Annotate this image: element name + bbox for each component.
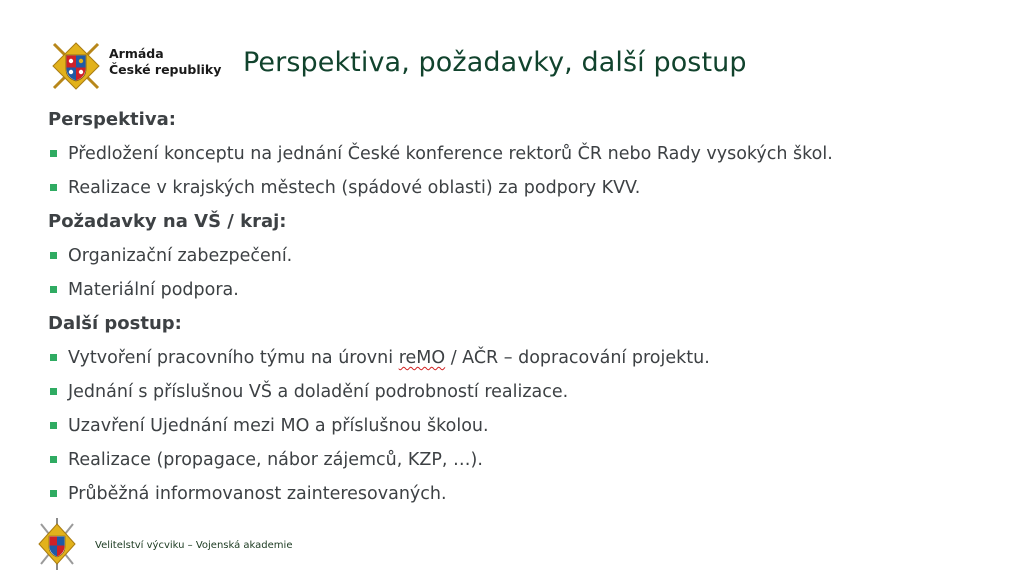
bullet-text: Organizační zabezpečení. bbox=[68, 246, 293, 266]
bullet-item bbox=[48, 239, 998, 273]
bullet-text bbox=[68, 348, 710, 368]
slide-title: Perspektiva, požadavky, další postup bbox=[243, 47, 747, 78]
section-heading-pozadavky: Požadavky na VŠ / kraj: bbox=[48, 211, 287, 232]
bullet-square-icon bbox=[50, 286, 57, 293]
bullet-text: Uzavření Ujednání mezi MO a příslušnou školou. bbox=[68, 416, 489, 436]
bullet-text: Předložení konceptu na jednání České konference rektorů ČR nebo Rady vysokých škol. bbox=[68, 144, 833, 164]
footer-organization: Velitelství výcviku – Vojenská akademie bbox=[95, 540, 293, 551]
bullet-square-icon bbox=[50, 388, 57, 395]
bullet-item bbox=[48, 273, 998, 307]
section-heading-perspektiva: Perspektiva: bbox=[48, 109, 176, 130]
bullet-item bbox=[48, 443, 998, 477]
academy-emblem-icon bbox=[35, 516, 79, 572]
bullet-item bbox=[48, 341, 998, 375]
bullet-text: Průběžná informovanost zainteresovaných. bbox=[68, 484, 447, 504]
bullet-item bbox=[48, 137, 998, 171]
brand-line-2: České republiky bbox=[109, 62, 222, 77]
bullet-square-icon bbox=[50, 354, 57, 361]
bullet-square-icon bbox=[50, 252, 57, 259]
army-emblem-icon bbox=[50, 40, 102, 92]
bullet-square-icon bbox=[50, 422, 57, 429]
bullet-square-icon bbox=[50, 490, 57, 497]
bullet-text: Realizace v krajských městech (spádové oblasti) za podpory KVV. bbox=[68, 178, 641, 198]
section-heading-dalsi-postup: Další postup: bbox=[48, 313, 182, 334]
bullet-item bbox=[48, 477, 998, 511]
spellcheck-marked-word: reMO bbox=[398, 348, 446, 368]
slide-content bbox=[48, 103, 998, 511]
bullet-item bbox=[48, 171, 998, 205]
bullet-square-icon bbox=[50, 456, 57, 463]
bullet-item bbox=[48, 375, 998, 409]
brand-line-1: Armáda bbox=[109, 46, 164, 61]
brand-name bbox=[109, 46, 221, 78]
bullet-text: Realizace (propagace, nábor zájemců, KZP, …). bbox=[68, 450, 483, 470]
bullet-text: Jednání s příslušnou VŠ a doladění podrobností realizace. bbox=[68, 382, 569, 402]
bullet-square-icon bbox=[50, 184, 57, 191]
bullet-text-part: / AČR – dopracování projektu. bbox=[445, 348, 710, 368]
bullet-item bbox=[48, 409, 998, 443]
bullet-text-part: Vytvoření pracovního týmu na úrovni bbox=[68, 348, 399, 368]
bullet-square-icon bbox=[50, 150, 57, 157]
bullet-text: Materiální podpora. bbox=[68, 280, 239, 300]
